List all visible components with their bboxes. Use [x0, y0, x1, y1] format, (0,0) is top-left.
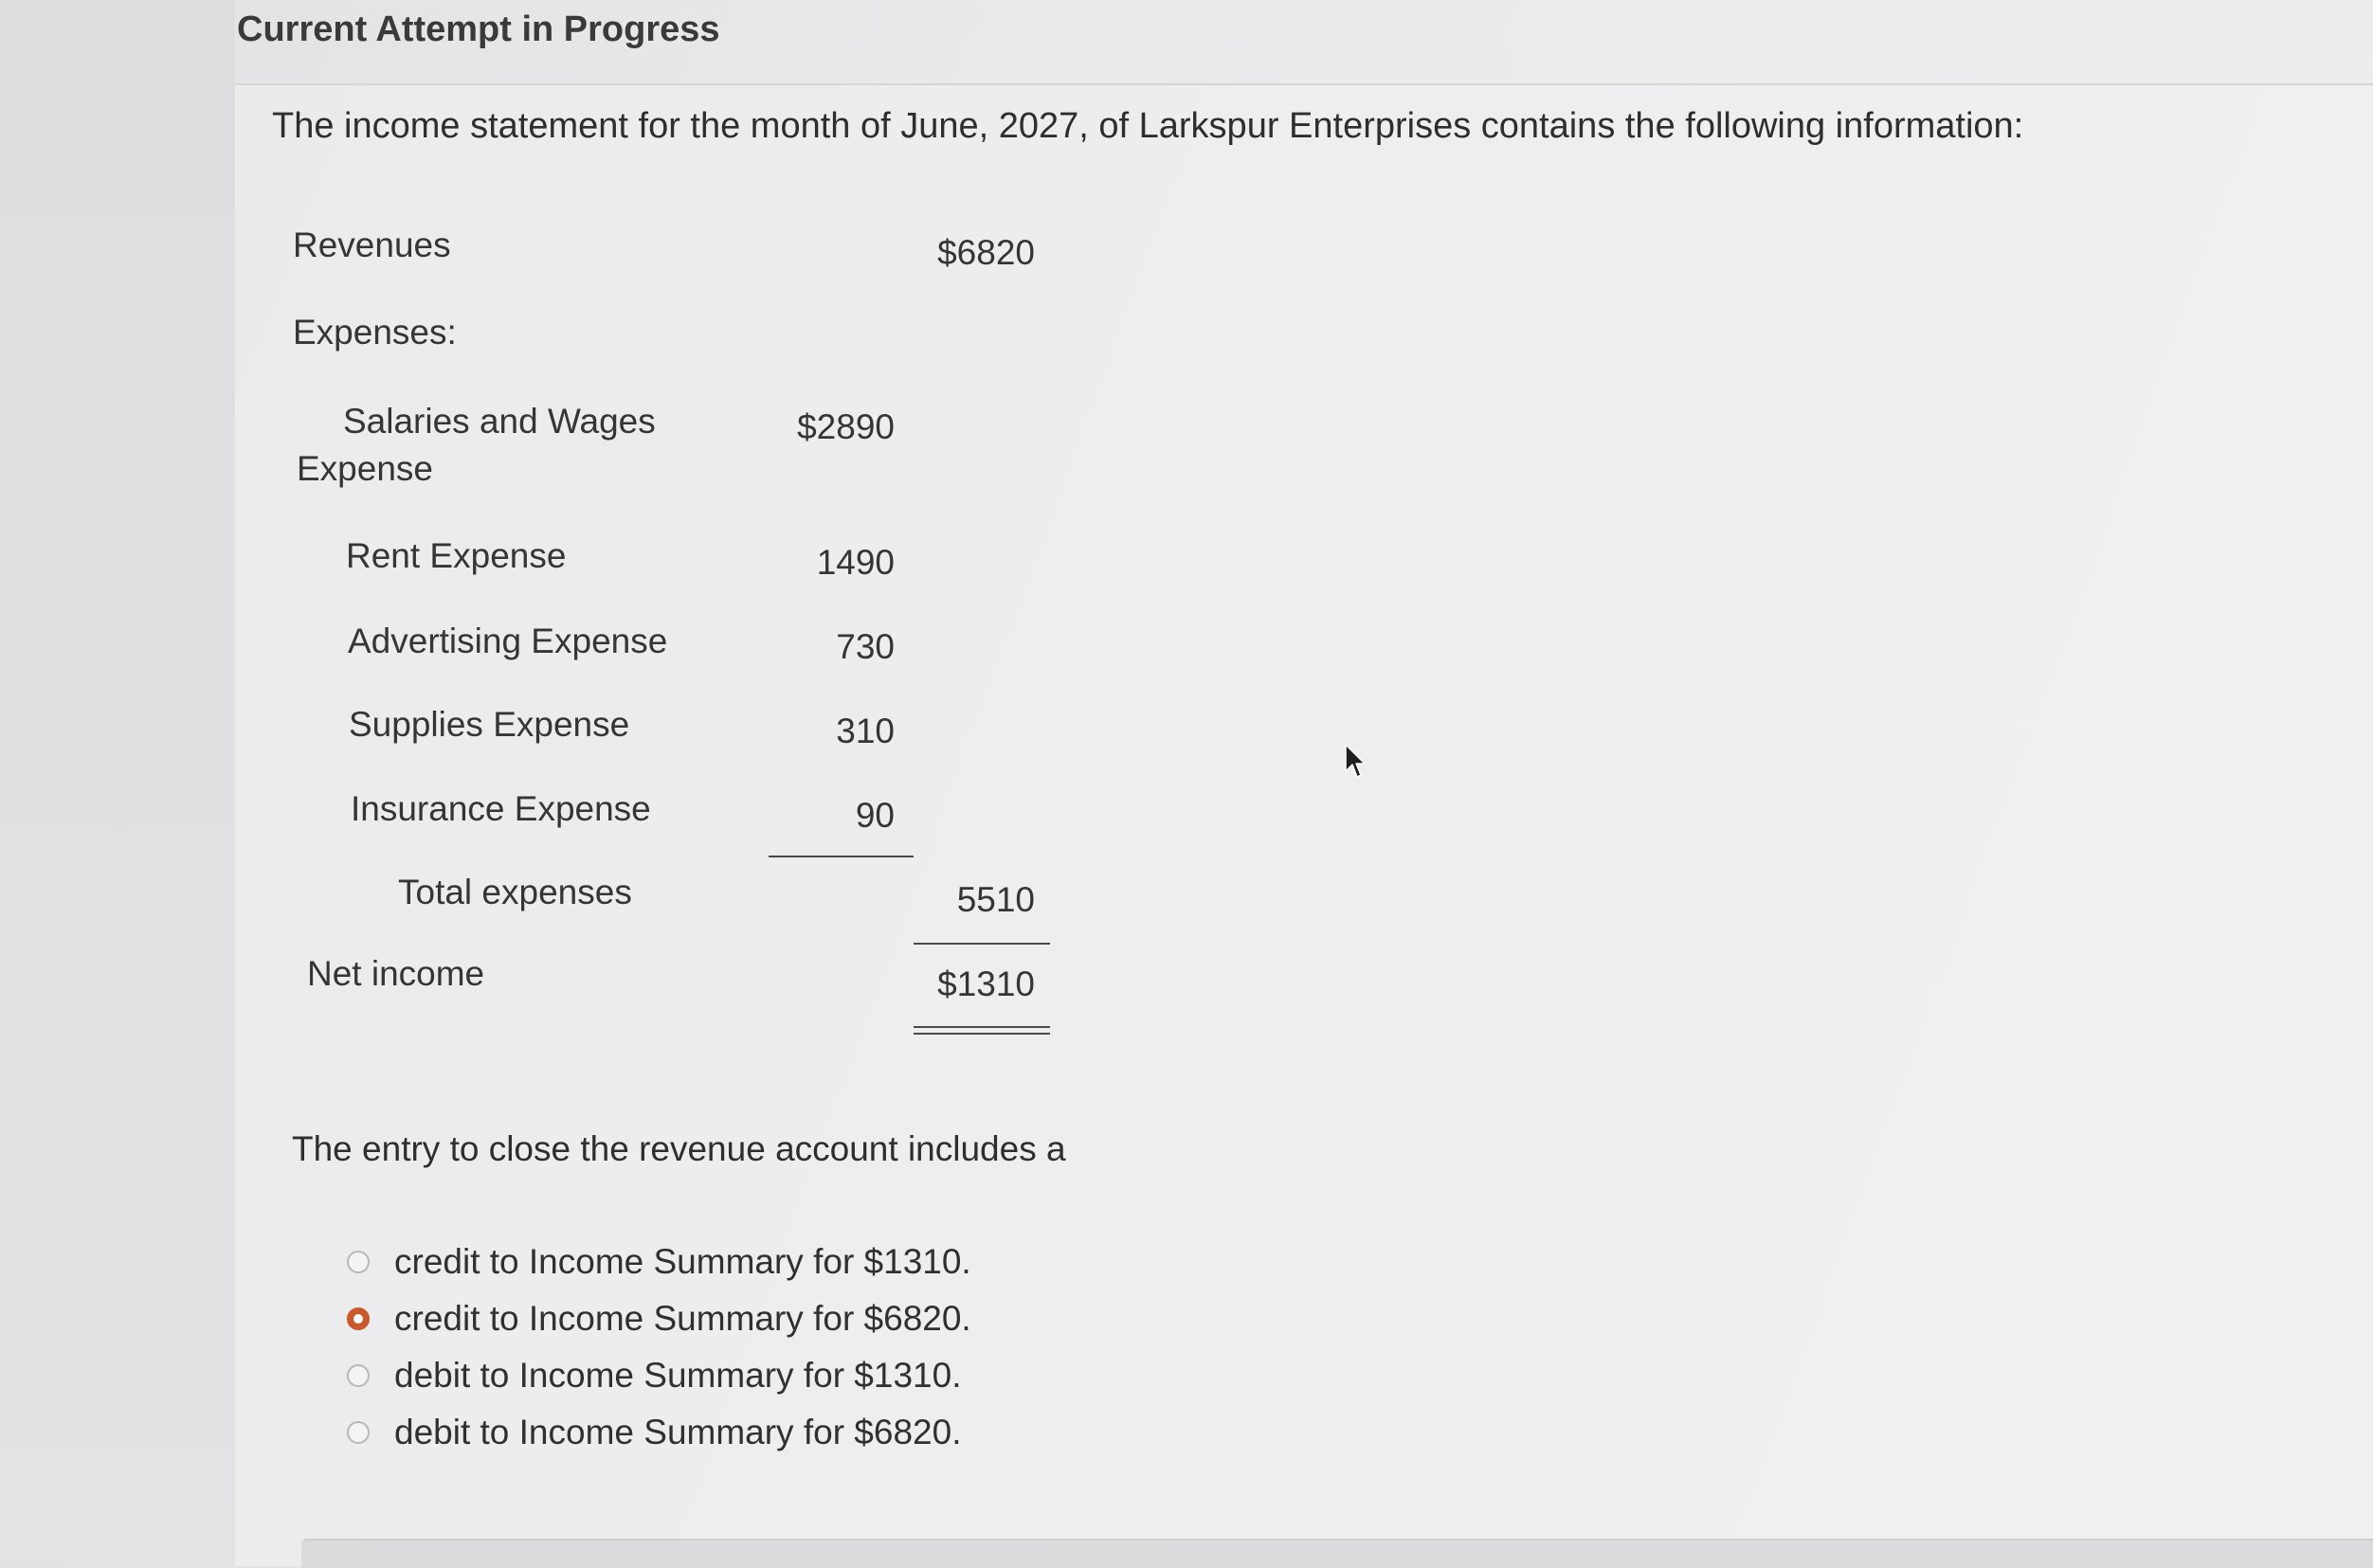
left-gutter — [0, 0, 235, 1566]
answer-option[interactable] — [347, 1234, 971, 1290]
expense-amount-rent: 1490 — [816, 543, 895, 582]
expenses-subtotal-rule — [769, 856, 914, 857]
answer-option[interactable] — [347, 1347, 971, 1404]
answer-option-label: credit to Income Summary for $1310. — [394, 1242, 971, 1281]
revenues-label: Revenues — [293, 225, 451, 264]
radio-filled-icon[interactable] — [347, 1307, 370, 1330]
page-title: Current Attempt in Progress — [237, 9, 720, 49]
bottom-panel-edge — [301, 1539, 2373, 1568]
revenues-amount: $6820 — [937, 233, 1035, 272]
expense-label-insurance: Insurance Expense — [351, 789, 651, 828]
net-income-amount: $1310 — [937, 964, 1035, 1003]
radio-empty-icon[interactable] — [347, 1251, 370, 1273]
question-intro: The income statement for the month of June, 2027, of Larkspur Enterprises contains the following information: — [272, 106, 2024, 146]
answer-option-label: debit to Income Summary for $6820. — [394, 1413, 962, 1451]
net-income-label: Net income — [307, 954, 485, 993]
net-income-double-rule-top — [914, 1026, 1050, 1028]
expense-label-rent: Rent Expense — [346, 536, 567, 575]
total-expenses-amount: 5510 — [956, 880, 1035, 919]
total-expenses-rule — [914, 943, 1050, 945]
mouse-pointer-icon — [1344, 743, 1367, 781]
answer-option-selected[interactable] — [347, 1290, 971, 1347]
answer-option-label: credit to Income Summary for $6820. — [394, 1299, 971, 1338]
expense-label-advertising: Advertising Expense — [348, 622, 668, 660]
answer-option-label: debit to Income Summary for $1310. — [394, 1356, 962, 1395]
expenses-heading: Expenses: — [293, 313, 457, 351]
expense-amount-advertising: 730 — [836, 627, 895, 666]
total-expenses-label: Total expenses — [398, 873, 632, 911]
radio-empty-icon[interactable] — [347, 1421, 370, 1444]
expense-amount-salaries: $2890 — [797, 407, 895, 446]
answer-options — [347, 1234, 971, 1461]
question-prompt: The entry to close the revenue account includes a — [292, 1129, 1066, 1168]
net-income-double-rule-bottom — [914, 1033, 1050, 1035]
expense-amount-insurance: 90 — [855, 796, 895, 835]
expense-label-supplies: Supplies Expense — [349, 705, 630, 744]
expense-amount-supplies: 310 — [836, 712, 895, 750]
radio-empty-icon[interactable] — [347, 1364, 370, 1387]
expense-label-salaries-line1: Salaries and Wages — [343, 402, 656, 441]
expense-label-salaries-line2: Expense — [297, 449, 433, 488]
answer-option[interactable] — [347, 1404, 971, 1461]
